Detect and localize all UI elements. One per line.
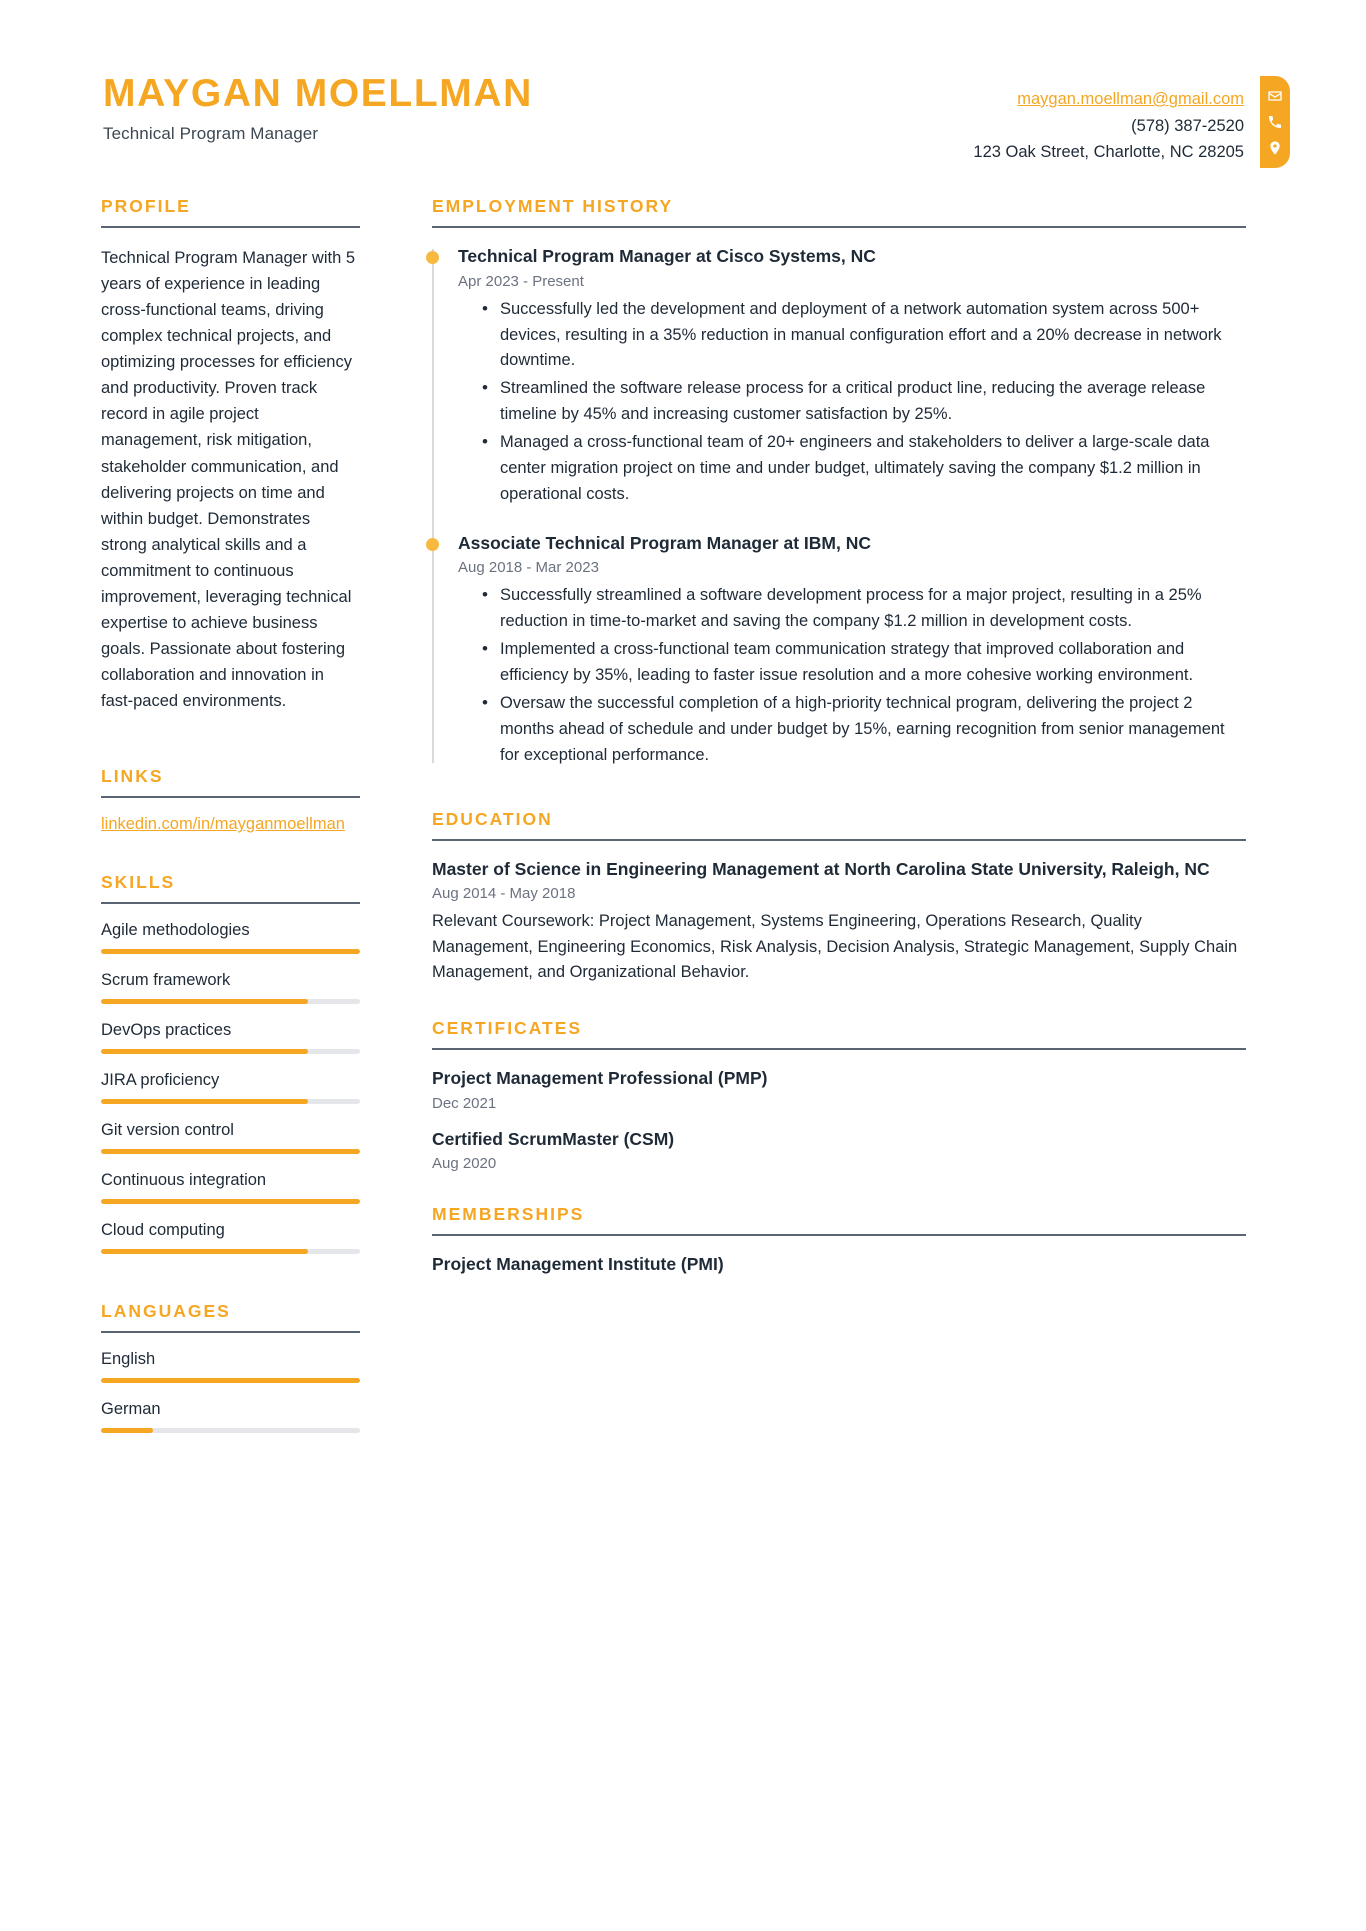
- section-heading-profile: PROFILE: [101, 196, 191, 216]
- spacer: [101, 722, 360, 766]
- list-item: • Successfully streamlined a software development process for a major project, resulting in a 25% reduction in time-to-market and saving the company $1.2 million in development costs.: [482, 583, 1246, 635]
- job-date: Apr 2023 - Present: [458, 272, 584, 290]
- link-item[interactable]: linkedin.com/in/mayganmoellman: [101, 815, 345, 834]
- language-bar-track: [101, 1378, 360, 1383]
- contact-block: [973, 86, 1244, 166]
- spacer: [432, 1188, 1246, 1204]
- section-heading-education: EDUCATION: [432, 808, 553, 829]
- language-bar-track: [101, 1428, 360, 1433]
- section-heading-memberships: MEMBERSHIPS: [432, 1204, 585, 1225]
- divider: [101, 902, 360, 904]
- skill-item: [101, 1221, 360, 1254]
- divider: [101, 1331, 360, 1333]
- language-item: [101, 1400, 360, 1433]
- skill-bar-fill: [101, 1249, 308, 1254]
- certificate-date: Aug 2020: [432, 1155, 497, 1173]
- job-subtitle: Technical Program Manager: [103, 123, 319, 143]
- language-bar-fill: [101, 1378, 360, 1383]
- skill-bar-fill: [101, 1149, 360, 1154]
- section-skills: [101, 872, 360, 1254]
- section-links: [101, 766, 360, 834]
- skill-label: Scrum framework: [101, 971, 231, 990]
- education-entry: [432, 858, 1246, 986]
- language-item: [101, 1350, 360, 1383]
- job-title: Technical Program Manager at Cisco Systems, NC: [458, 246, 876, 266]
- resume-header: [0, 0, 1366, 196]
- job-title: Associate Technical Program Manager at IBM, NC: [458, 532, 871, 553]
- education-title: Master of Science in Engineering Management at North Carolina State University, Raleigh, NC: [432, 858, 1210, 879]
- education-body: Relevant Coursework: Project Management, Systems Engineering, Operations Research, Quality Management, Engineering Economics, Risk Analysis, Decision Analysis, Strategic Management, Supply Chain Management, and Organizational Behavior.: [432, 912, 1238, 982]
- contact-icon-bar: [1260, 76, 1290, 168]
- skill-bar-track: [101, 949, 360, 954]
- spacer: [432, 793, 1246, 809]
- section-certificates: [432, 1018, 1246, 1172]
- section-memberships: [432, 1204, 1246, 1277]
- language-bar-fill: [101, 1428, 153, 1433]
- skill-item: [101, 1071, 360, 1104]
- skill-label: DevOps practices: [101, 1021, 232, 1040]
- section-heading-languages: LANGUAGES: [101, 1301, 231, 1322]
- membership-entry: [432, 1253, 1246, 1277]
- job-date: Aug 2018 - Mar 2023: [458, 559, 599, 577]
- divider: [101, 796, 360, 798]
- skill-bar-fill: [101, 1199, 360, 1204]
- skill-bar-track: [101, 1249, 360, 1254]
- location-pin-icon: [1267, 140, 1283, 156]
- list-item: • Oversaw the successful completion of a high-priority technical program, delivering the project 2 months ahead of schedule and under budget by 15%, earning recognition from senior management for exceptional performance.: [482, 691, 1246, 769]
- list-item: • Streamlined the software release process for a critical product line, reducing the average release timeline by 45% and increasing customer satisfaction by 25%.: [482, 376, 1246, 428]
- section-employment: [432, 196, 1246, 769]
- name-block: [103, 74, 533, 144]
- divider: [432, 1234, 1246, 1236]
- education-date: Aug 2014 - May 2018: [432, 885, 576, 903]
- spacer: [101, 842, 360, 872]
- section-languages: [101, 1301, 360, 1433]
- skill-bar-track: [101, 1199, 360, 1204]
- skill-item: [101, 1121, 360, 1154]
- job-bullets: [458, 297, 1246, 508]
- contact-phone: (578) 387-2520: [1131, 116, 1244, 135]
- skill-label: Agile methodologies: [101, 921, 250, 940]
- section-heading-skills: SKILLS: [101, 872, 176, 893]
- page-title: MAYGAN MOELLMAN: [103, 72, 533, 115]
- job-entry: [458, 245, 1246, 508]
- skill-bar-fill: [101, 1049, 308, 1054]
- resume-body: [0, 196, 1366, 1450]
- section-profile: [101, 196, 360, 714]
- main-column: [390, 196, 1366, 1450]
- envelope-icon: [1267, 88, 1283, 104]
- certificate-date: Dec 2021: [432, 1094, 497, 1112]
- divider: [432, 226, 1246, 228]
- list-item: • Managed a cross-functional team of 20+ engineers and stakeholders to deliver a large-scale data center migration project on time and under budget, ultimately saving the company $1.2 million in operational costs.: [482, 430, 1246, 508]
- contact-address: 123 Oak Street, Charlotte, NC 28205: [973, 143, 1244, 162]
- language-label: German: [101, 1400, 161, 1419]
- skill-label: Git version control: [101, 1121, 234, 1140]
- skill-label: JIRA proficiency: [101, 1071, 220, 1090]
- skill-bar-fill: [101, 999, 308, 1004]
- phone-icon: [1267, 114, 1283, 130]
- list-item: • Implemented a cross-functional team communication strategy that improved collaboration and efficiency by 35%, leading to faster issue resolution and a more cohesive working environment.: [482, 637, 1246, 689]
- skill-bar-track: [101, 1049, 360, 1054]
- skill-item: [101, 1021, 360, 1054]
- divider: [432, 839, 1246, 841]
- skill-bar-track: [101, 999, 360, 1004]
- membership-title: Project Management Institute (PMI): [432, 1254, 724, 1275]
- skill-item: [101, 921, 360, 954]
- skill-label: Cloud computing: [101, 1221, 225, 1240]
- language-label: English: [101, 1350, 156, 1369]
- job-bullets: [458, 583, 1246, 768]
- section-education: [432, 809, 1246, 986]
- skill-bar-track: [101, 1149, 360, 1154]
- section-heading-certificates: CERTIFICATES: [432, 1017, 583, 1038]
- skill-label: Continuous integration: [101, 1171, 267, 1190]
- profile-text: Technical Program Manager with 5 years of experience in leading cross-functional teams, driving complex technical projects, and optimizing processes for efficiency and productivity. Proven track record in agile project management, risk mitigation, stakeholder communication, and delivering projects on time and within budget. Demonstrates strong analytical skills and a commitment to continuous improvement, leveraging technical expertise to achieve business goals. Passionate about fostering collaboration and innovation in fast-paced environments.: [101, 249, 356, 711]
- certificate-entry: [432, 1067, 1246, 1112]
- skill-item: [101, 971, 360, 1004]
- spacer: [432, 1002, 1246, 1018]
- skill-bar-fill: [101, 949, 360, 954]
- employment-timeline: [432, 245, 1246, 769]
- certificate-entry: [432, 1128, 1246, 1173]
- skill-bar-fill: [101, 1099, 308, 1104]
- contact-email[interactable]: maygan.moellman@gmail.com: [1017, 90, 1244, 108]
- skill-bar-track: [101, 1099, 360, 1104]
- section-heading-links: LINKS: [101, 766, 164, 787]
- spacer: [101, 1271, 360, 1301]
- section-heading-employment: EMPLOYMENT HISTORY: [432, 196, 674, 216]
- sidebar-column: [0, 196, 390, 1450]
- divider: [101, 226, 360, 228]
- job-entry: [458, 532, 1246, 769]
- certificate-title: Certified ScrumMaster (CSM): [432, 1128, 675, 1149]
- certificate-title: Project Management Professional (PMP): [432, 1067, 768, 1088]
- skill-item: [101, 1171, 360, 1204]
- divider: [432, 1048, 1246, 1050]
- list-item: • Successfully led the development and deployment of a network automation system across 500+ devices, resulting in a 35% reduction in manual configuration effort and a 20% decrease in network downtime.: [482, 297, 1246, 375]
